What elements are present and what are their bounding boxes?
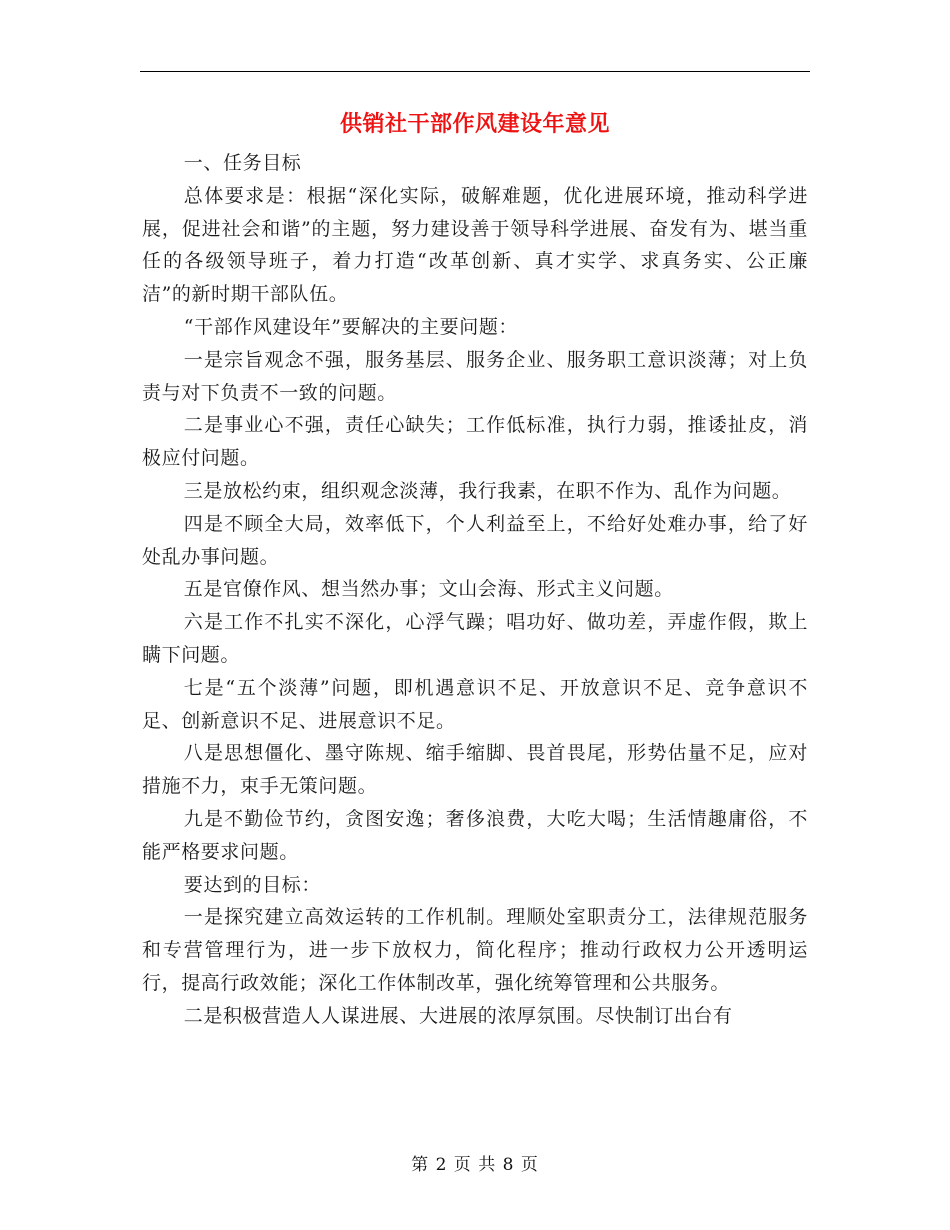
paragraph: 六是工作不扎实不深化，心浮气躁；唱功好、做功差，弄虚作假，欺上瞒下问题。 bbox=[142, 611, 808, 666]
header-rule bbox=[140, 71, 810, 72]
paragraph: 四是不顾全大局，效率低下，个人利益至上，不给好处难办事，给了好处乱办事问题。 bbox=[142, 512, 808, 568]
paragraph: 五是官僚作风、想当然办事；文山会海、形式主义问题。 bbox=[183, 578, 674, 601]
paragraph: 一是宗旨观念不强，服务基层、服务企业、服务职工意识淡薄；对上负责与对下负责不一致的问题。 bbox=[142, 348, 808, 404]
paragraph: 二是积极营造人人谋进展、大进展的浓厚氛围。尽快制订出台有 bbox=[183, 1004, 733, 1027]
document-title: 供销社干部作风建设年意见 bbox=[339, 112, 610, 137]
paragraph: 总体要求是：根据“深化实际，破解难题，优化进展环境，推动科学进展，促进社会和谐”的主题，努力建设善于领导科学进展、奋发有为、堪当重任的各级领导班子，着力打造“改革创新、真才实学、求真务实、公正廉洁”的新时期干部队伍。 bbox=[142, 184, 808, 306]
paragraph: 八是思想僵化、墨守陈规、缩手缩脚、畏首畏尾，形势估量不足，应对措施不力，束手无策问题。 bbox=[142, 742, 808, 798]
document-body bbox=[142, 147, 808, 1033]
paragraph: 要达到的目标： bbox=[183, 873, 321, 896]
paragraph: 三是放松约束，组织观念淡薄，我行我素，在职不作为、乱作为问题。 bbox=[183, 479, 792, 502]
paragraph: 七是“五个淡薄”问题，即机遇意识不足、开放意识不足、竞争意识不足、创新意识不足、进展意识不足。 bbox=[142, 676, 808, 732]
paragraph: 九是不勤俭节约，贪图安逸；奢侈浪费，大吃大喝；生活情趣庸俗，不能严格要求问题。 bbox=[142, 807, 808, 863]
paragraph: “干部作风建设年”要解决的主要问题： bbox=[183, 315, 519, 338]
paragraph: 一是探究建立高效运转的工作机制。理顺处室职责分工，法律规范服务和专营管理行为，进一步下放权力，简化程序；推动行政权力公开透明运行，提高行政效能；深化工作体制改革，强化统筹管理和公共服务。 bbox=[142, 906, 808, 994]
page-number: 第 2 页 共 8 页 bbox=[411, 1155, 539, 1175]
paragraph: 二是事业心不强，责任心缺失；工作低标准，执行力弱，推诿扯皮，消极应付问题。 bbox=[142, 414, 808, 470]
paragraph: 一、任务目标 bbox=[183, 152, 302, 174]
